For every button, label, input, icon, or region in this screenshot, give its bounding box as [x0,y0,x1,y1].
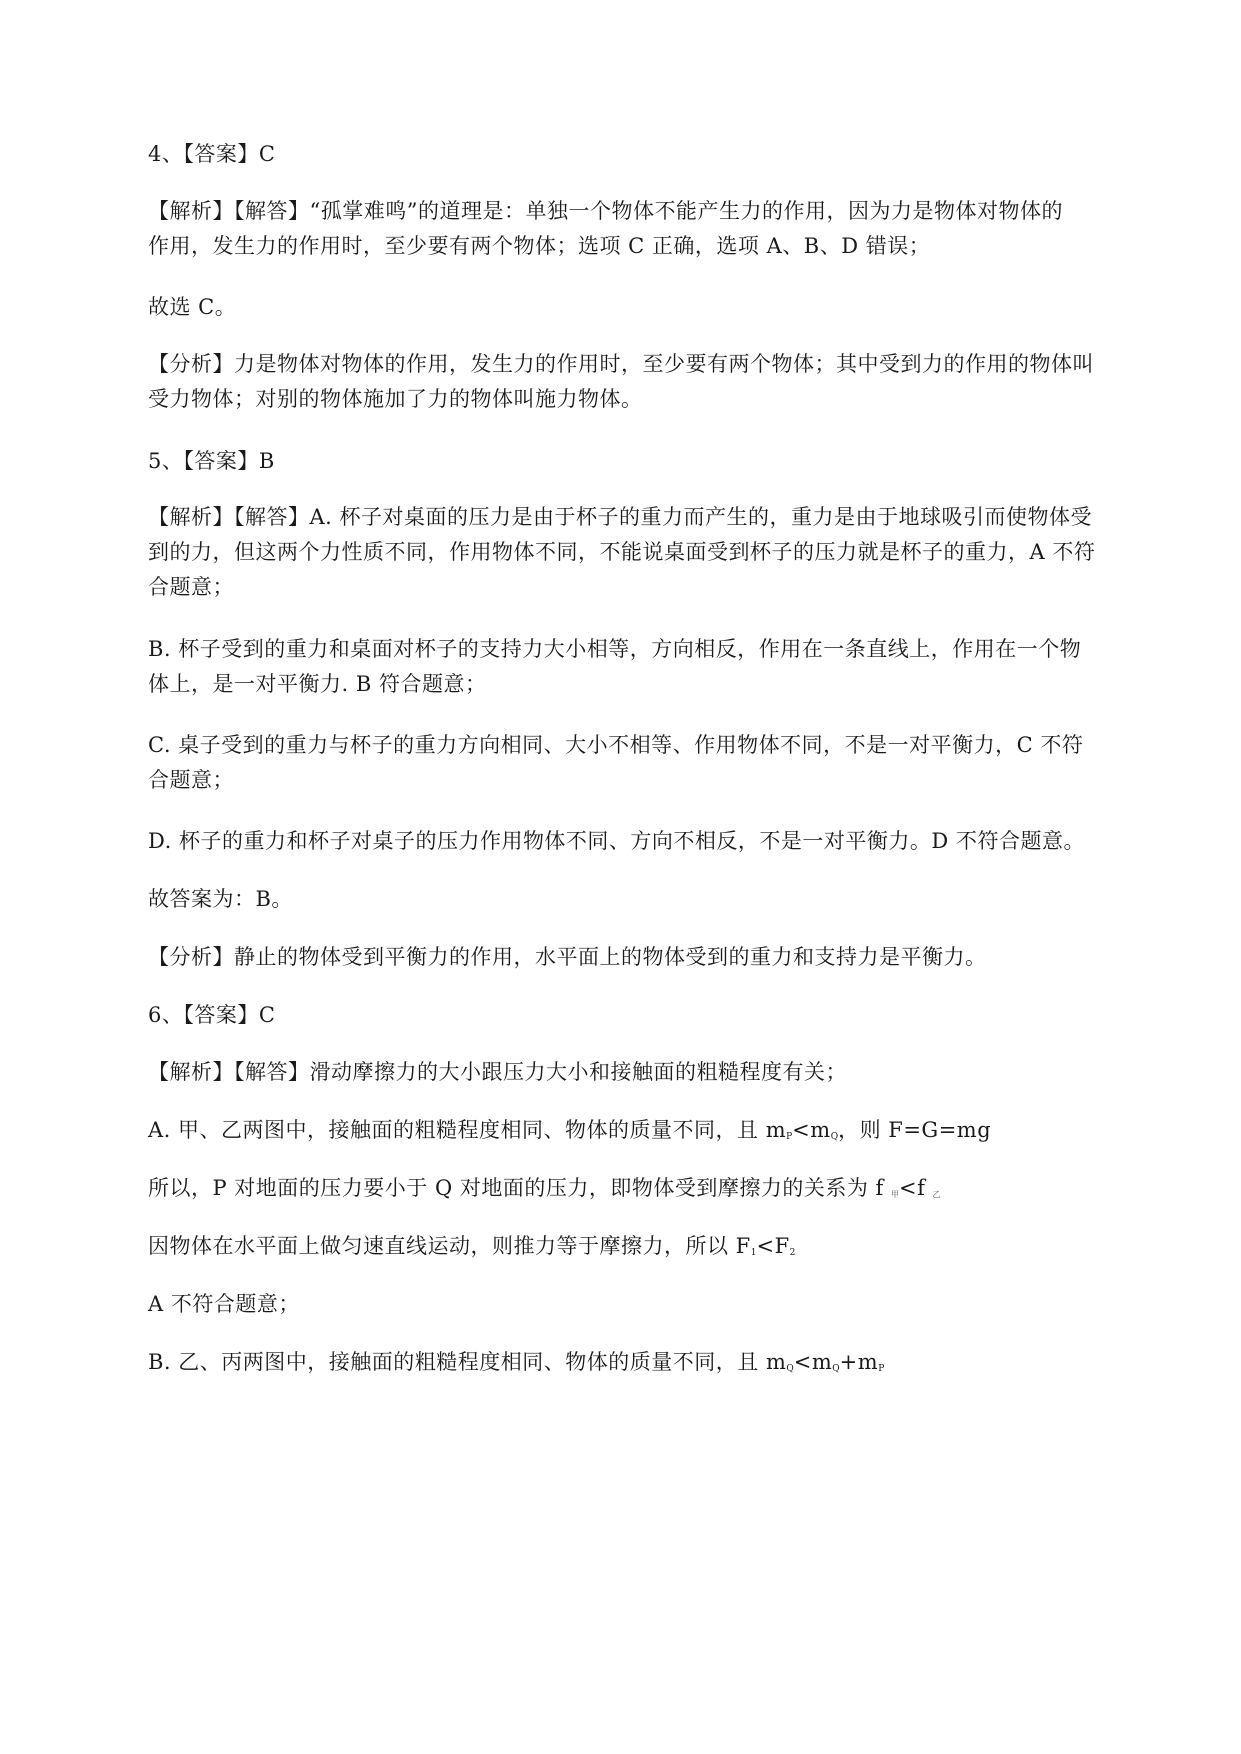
q5-option-b [148,632,1138,702]
subscript-2: 2 [789,1248,796,1258]
q4-fenxi [148,347,1138,417]
q6-intro: 【解析】【解答】滑动摩擦力的大小跟压力大小和接触面的粗糙程度有关； [148,1060,847,1084]
subscript-p: P [878,1364,885,1374]
q6-because-line: 因物体在水平面上做匀速直线运动，则推力等于摩擦力，所以 $F_1<F_2$ [148,1234,796,1258]
q5-fenxi: 【分析】静止的物体受到平衡力的作用，水平面上的物体受到的重力和支持力是平衡力。 [148,945,987,969]
q5-option-c-line-2: 合题意； [148,768,234,792]
subscript-q: Q [786,1364,794,1374]
q5-option-b-line-2: 体上，是一对平衡力. B 符合题意； [148,672,487,696]
q5-option-a-line-3: 合题意； [148,575,234,599]
subscript-jia: 甲 [891,1190,899,1199]
q4-answer: 4、【答案】C [148,142,276,166]
q4-fenxi-line-1: 【分析】力是物体对物体的作用，发生力的作用时，至少要有两个物体；其中受到力的作用的物体叫 [148,352,1094,376]
subscript-yi: 乙 [932,1190,941,1199]
q4-fenxi-line-2: 受力物体；对别的物体施加了力的物体叫施力物体。 [148,387,643,411]
q4-choose: 故选 C。 [148,295,237,319]
q6-option-b: B. 乙、丙两图中，接触面的粗糙程度相同、物体的质量不同，且 $m_Q<m_Q+m_P$ [148,1350,885,1374]
subscript-q: Q [830,1132,839,1142]
q5-option-c-line-1: C. 桌子受到的重力与杯子的重力方向相同、大小不相等、作用物体不同，不是一对平衡力，C 不符 [148,733,1084,757]
q5-option-d: D. 杯子的重力和杯子对桌子的压力作用物体不同、方向不相反，不是一对平衡力。D 不符合题意。 [148,829,1085,853]
q4-analysis-line-1: 【解析】【解答】“孤掌难鸣”的道理是：单独一个物体不能产生力的作用，因为力是物体对物体的 [148,199,1063,223]
q5-option-a-line-2: 到的力，但这两个力性质不同，作用物体不同，不能说桌面受到杯子的压力就是杯子的重力，A 不符 [148,540,1096,564]
q5-option-a [148,500,1138,605]
q4-analysis [148,194,1138,264]
q4-analysis-line-2: 作用，发生力的作用时，至少要有两个物体；选项 C 正确，选项 A、B、D 错误； [148,234,931,258]
q6-a-result: A 不符合题意； [148,1292,300,1316]
q6-option-a: A. 甲、乙两图中，接触面的粗糙程度相同、物体的质量不同，且 $m_P<m_Q$，则 F=G=mg [148,1118,992,1142]
q5-option-b-line-1: B. 杯子受到的重力和桌面对杯子的支持力大小相等，方向相反，作用在一条直线上，作用在一个物 [148,637,1082,661]
q5-conclusion: 故答案为：B。 [148,887,293,911]
q5-answer: 5、【答案】B [148,449,275,473]
subscript-1: 1 [750,1248,757,1258]
q6-so-line: 所以，P 对地面的压力要小于 Q 对地面的压力，即物体受到摩擦力的关系为 f $_甲$<f $_乙$ [148,1176,941,1200]
subscript-p: P [786,1132,793,1142]
q5-option-c [148,728,1138,798]
q6-answer: 6、【答案】C [148,1003,276,1027]
subscript-q: Q [832,1364,840,1374]
q5-option-a-line-1: 【解析】【解答】A. 杯子对桌面的压力是由于杯子的重力而产生的，重力是由于地球吸引而使物体受 [148,505,1093,529]
